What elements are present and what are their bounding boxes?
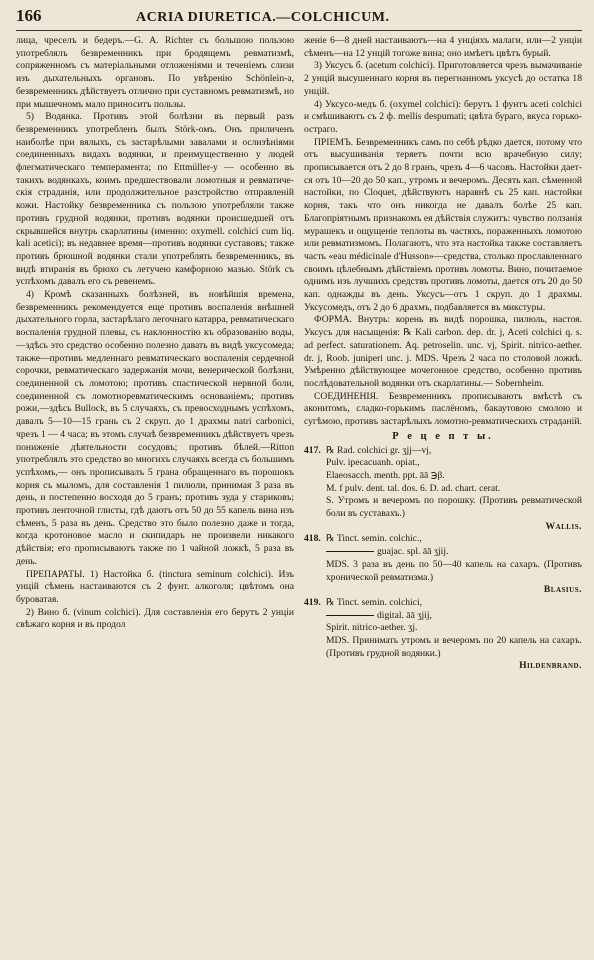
recipe-author: Blasius. [543,584,582,596]
text-columns [16,35,582,955]
paragraph: ПРІЕМЪ. Безвременникъ самъ по себѣ рѣдко дается, потому что отъ высушиванія теряетъ почти всю врачебную силу; прописывается отъ 2 до 8 гранъ, чрезъ 4—6 часовъ. Настойки дается отъ 10—20 до 50 кап., утромъ и вечеромъ. Десять кап. сѣменной настойки, по Cloquet, дѣйствуютъ наравнѣ съ 25 кап. настойки корня, такъ что онъ никогда не давалъ болѣе 25 кап. Благопріятнымъ признакомъ ея дѣйствія служитъ: чувство ползанія мурашекъ и ощущеніе теплоты въ частяхъ, пораженныхъ ломотою или ревматизмомъ. Полагаютъ, что эта настойка также составляетъ часть «eau médicinale d'Husson»—средства, столько прославленнаго своимъ цѣлебнымъ дѣйствіемъ противъ ломоты. Вино, почитаемое однимъ изъ лучшихъ средствъ противъ ломоты, дается отъ 20 до 50 кап. однажды въ день. Уксусъ—отъ 1 скруп. до 1 драхмы. Уксусомедъ, отъ 2 до 6 драхмъ, подбавляется въ микстуры. [304,136,582,313]
paragraph: ПРЕПАРАТЫ. 1) Настойка б. (tinctura seminum colchici). Изъ унцій сѣмень настаиваются съ 2 фунт. алкоголя; цвѣтомъ она буроватая. [16,568,294,605]
left-column [16,35,294,955]
recipes-heading: Р е ц е п т ы. [392,430,494,442]
recipe-419 [304,597,582,673]
running-head: ACRIA DIURETICA.—COLCHICUM. [136,10,390,25]
ditto-rule [326,551,374,552]
ditto-rule [326,615,374,616]
recipe-line: ℞ Tinct. semin. colchic., [326,533,422,545]
recipe-author: Wallis. [545,520,582,532]
paragraph: 2) Вино б. (vinum colchici). Для составленія его берутъ 2 унціи свѣжаго корня и въ продол [16,606,294,631]
right-column [304,35,582,955]
paragraph: 4) Кромѣ сказанныхъ болѣзней, въ новѣйшія времена, безвременникъ рекомендуется еще противъ воспаленія внѣшней дыхательного горла, застарѣлаго легочнаго катарра, ревматическаго воспаленія грудной плевы, съ наклонностію къ образованію воды,—здѣсь это средство особенно полезно давать въ видѣ уксусомеда; также—противъ медленнаго ревматическаго воспаленія сердечной сорочки, ревматическаго задержанія мочи, венерической болѣзни, соединенной съ ломотою; противъ спастической нервной боли, соединенной съ ломотноревматическимъ основаніемъ; противъ рожи,—здѣсь Bullock, въ 5 случаяхъ, съ превосходнымъ успѣхомъ, давалъ 5—10—15 грань съ 2 скруп. до 1 драхмы natri carbonici, чрезъ 1 — 4 часа; въ этомъ случаѣ безвременникъ дѣйствуетъ чрезъ пониженіе дѣятельности сосудовъ; противъ бѣлей.—Ritton употреблялъ это средство во многихъ случаяхъ всегда съ большимъ успѣхомъ,— онъ прописывалъ 5 грана обращеннаго въ порошокъ корня съ мыломъ, для составленія 1 пилюли, принимая 3 раза въ день, и постепенно восходя до 5 гранъ; противъ зуда у стариковъ; противъ ленточной глисты, гдѣ даютъ отъ 50 до 55 капель вина изъ сѣменъ, 5 раза въ день. Средство это было полезно даже и тогда, когда кротоновое масло и скипидаръ не произвели никакого дѣйствія; его прописываютъ также по 1 чайной ложкѣ, 5 раза въ день. [16,289,294,567]
recipe-line: S. Утромъ и вечеромъ по порошку. (Противъ ревматической боли въ суставахъ.) [326,495,582,520]
recipe-author: Hildenbrand. [519,660,582,672]
recipe-line: MDS. 3 раза въ день по 50—40 капель на сахаръ. (Противъ хронической ревматизма.) [326,558,582,583]
recipe-line: Pulv. ipecacuanh. opiat., [326,457,420,469]
page-number: 166 [16,6,42,25]
paragraph: 4) Уксусо-медъ б. (oxymel colchici): берутъ 1 фунтъ aceti colchici и смѣшиваютъ съ 2 ф. mellis despumati; цвѣта бураго, вкуса горько-остраго. [304,98,582,135]
recipe-line: MDS. Принимать утромъ и вечеромъ по 20 капель на сахаръ. (Противъ грудной водянки.) [326,635,582,659]
paragraph: 3) Уксусъ б. (acetum colchici). Приготовляется чрезъ вымачиваніе 2 унцій высушеннаго корня въ перегнанномъ уксусѣ до остатка 18 унцій. [304,60,582,97]
recipe-line: Elaeosacch. menth. ppt. āā ℈β. [326,469,445,481]
paragraph: СОЕДИНЕНІЯ. Безвременникъ прописываютъ вмѣстѣ съ аконитомъ, сладко-горькимъ паслёномъ, бакаутовою смолою и сугѣмою, противъ застарѣлыхъ ломотно-ревматическихъ страданій. [304,390,582,428]
recipe-417 [304,445,582,534]
recipe-line: digital. āā ʒjij, [377,609,432,621]
paragraph: женіе 6—8 дней настаиваютъ—на 4 унціяхъ малаги, или—2 унціи сѣменъ—на 12 унцій тогоже вина; оно имѣетъ цвѣтъ бурый. [304,35,582,59]
recipe-number: 417. [304,444,321,456]
recipe-line: Spirit. nitrico-aether. ʒj. [326,622,418,634]
paragraph: ФОРМА. Внутрь: корень въ видѣ порошка, пилюль, настоя. Уксусъ для насыщенія: ℞ Kali carbon. dep. dr. j, Aceti colchici q. s. ad perfect. saturationem. Aq. petroselin. unc. vj, Spirit. nitrico-aether. dr. j, Roob. juniperi unc. j. MDS. Чрезъ 2 часа по столовой ложкѣ. Умѣренно дѣйствующее мочегонное средство, особенно противъ послѣдовательной водянки отъ скарлатины.— Sobernheim. [304,314,582,389]
recipe-line: M. f pulv. dent. tal. dos. 6. D. ad. chart. cerat. [326,482,501,494]
recipe-number: 419. [304,596,321,608]
recipe-number: 418. [304,533,321,545]
recipe-418 [304,533,582,597]
paragraph: лица, чреселъ и бедеръ.—G. A. Richter съ большою пользою употреблялъ безвременникъ при бродящемъ ревматизмѣ, сопряженномъ съ матеріальными отложеніями и теченіемъ слизи изъ дыхательныхъ органовъ. По увѣренію Schönlein-а, безвременникъ дѣйствуетъ отлично при суставномъ ревматизмѣ, но при мышечномъ мало приноситъ пользы. [16,35,294,110]
recipe-line: ℞ Tinct. semin. colchici, [326,596,423,608]
paragraph: 5) Водянка. Противъ этой болѣзни въ первый разъ безвременникъ употребленъ былъ Störk-омъ. Онъ приличенъ наиболѣе при вялыхъ, съ застарѣлыми завалами и ослизѣніями соединенныхъ видахъ водянки, и преимущественно у людей флегматическаго темперамента; по Ettmüller-у — особенно въ такихъ водянкахъ, коимъ предшествовали ломотныя и ревматическія страданія, или продолжительное разстройство отправленій кожи. Настойку безвременника съ пользою употребляли также противъ грудной водянки, противъ водянки происшедшей отъ скрывшейся внутрь скарлатины (именно: oxymell. colchici cum liq. kali acetici); въ недавнее время—противъ водянки суставовъ; также противъ брюшной водянки стали употреблять безвременникъ, въ видѣ втиранія въ брюхо съ летучею камфорною мазью. Störk съ успѣхомъ давалъ его съ ревенемъ. [16,111,294,288]
page-header [16,6,582,31]
recipe-line: guajac. spl. āā ʒjij. [377,546,449,558]
recipe-line: ℞ Rad. colchici gr. ʒjj—vj, [326,444,432,456]
